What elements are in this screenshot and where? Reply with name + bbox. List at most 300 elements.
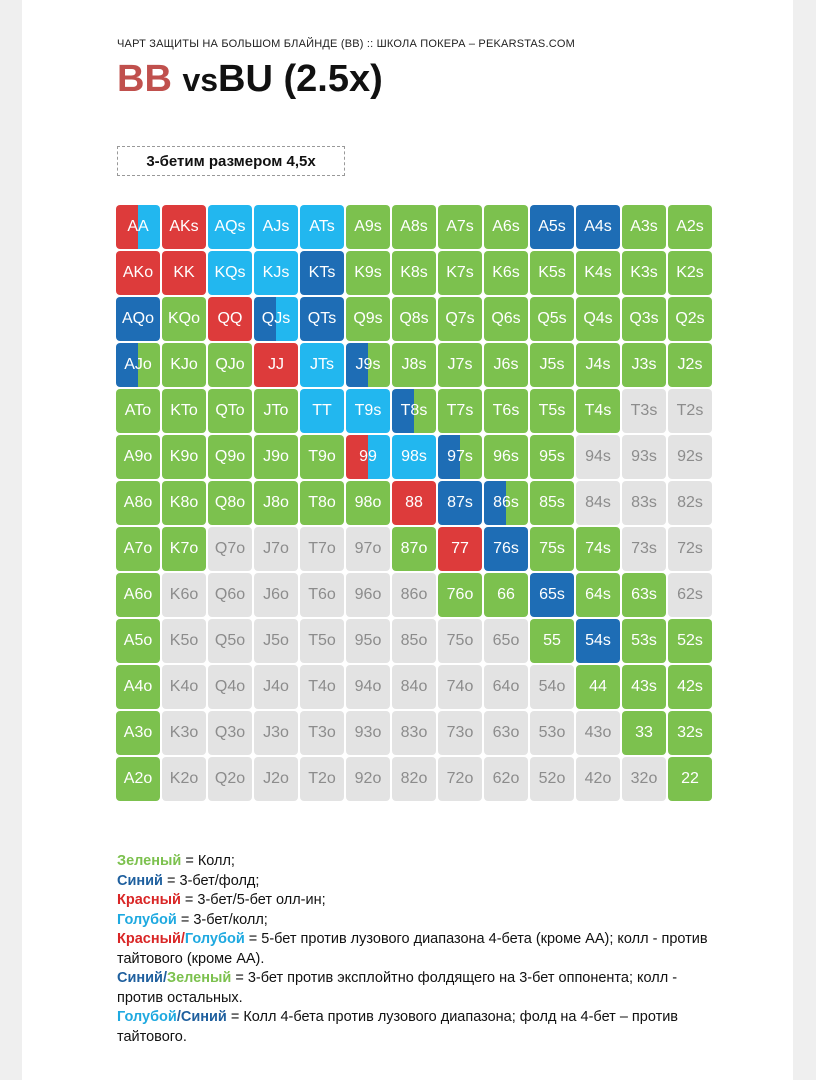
hand-cell (162, 205, 206, 249)
hand-label: 52o (538, 770, 566, 787)
hand-cell (300, 619, 344, 663)
hand-cell (300, 481, 344, 525)
hand-label: A6s (492, 218, 520, 235)
hand-cell (116, 435, 160, 479)
hand-label: 87s (447, 494, 473, 511)
hand-label: 97s (447, 448, 473, 465)
hand-cell (622, 435, 666, 479)
hand-cell (438, 389, 482, 433)
legend-red-cyan: Красный/Голубой = 5-бет против лузового диапазона 4-бета (кроме АА); колл - против тайтового (кроме АА). (117, 931, 708, 967)
hand-label: K6s (492, 264, 520, 281)
hand-label: 99 (359, 448, 377, 465)
hand-label: Q8o (214, 494, 246, 511)
hand-cell (484, 343, 528, 387)
hand-cell (484, 435, 528, 479)
hand-label: T3o (308, 724, 336, 741)
hand-label: 65s (539, 586, 565, 603)
hand-label: T5s (538, 402, 566, 419)
hand-label: ATs (309, 218, 335, 235)
hand-label: JJ (268, 356, 284, 373)
hand-label: 76o (446, 586, 474, 603)
hand-cell (484, 711, 528, 755)
hand-label: A7s (446, 218, 474, 235)
hand-cell (622, 297, 666, 341)
hand-cell (438, 297, 482, 341)
hand-label: 22 (681, 770, 699, 787)
hand-label: 75o (446, 632, 474, 649)
hand-cell (576, 297, 620, 341)
hand-cell (254, 527, 298, 571)
hand-cell (346, 389, 390, 433)
hand-label: 44 (589, 678, 607, 695)
hand-label: QTo (215, 402, 245, 419)
hand-cell (668, 481, 712, 525)
hand-cell (208, 435, 252, 479)
hand-cell (392, 619, 436, 663)
hand-cell (162, 481, 206, 525)
hand-label: Q8s (399, 310, 429, 327)
hand-label: T7o (308, 540, 336, 557)
hand-label: A4o (123, 678, 153, 695)
hand-cell (622, 665, 666, 709)
hand-label: T6s (492, 402, 520, 419)
hand-cell (254, 711, 298, 755)
hand-label: J2s (677, 356, 703, 373)
hand-label: T9s (354, 402, 382, 419)
hand-cell (116, 757, 160, 801)
hand-cell (576, 573, 620, 617)
hand-cell (208, 205, 252, 249)
hand-label: K5o (169, 632, 199, 649)
hand-label: 74o (446, 678, 474, 695)
hand-cell (438, 251, 482, 295)
hand-label: K8o (169, 494, 199, 511)
hand-cell (668, 343, 712, 387)
hand-cell (530, 573, 574, 617)
hand-label: J7o (263, 540, 289, 557)
hand-label: KK (173, 264, 195, 281)
hand-cell (254, 619, 298, 663)
page-title (117, 58, 383, 101)
hand-label: 53s (631, 632, 657, 649)
hand-cell (116, 619, 160, 663)
hand-label: 93o (354, 724, 382, 741)
hand-cell (576, 205, 620, 249)
title-bb: BB (117, 58, 172, 100)
hand-label: 43s (631, 678, 657, 695)
hand-cell (622, 757, 666, 801)
hand-cell (576, 251, 620, 295)
hand-cell (668, 251, 712, 295)
hand-label: T2o (308, 770, 336, 787)
hand-label: AQs (214, 218, 246, 235)
hand-label: A6o (123, 586, 153, 603)
hand-label: Q9s (353, 310, 383, 327)
hand-cell (484, 205, 528, 249)
hand-label: 33 (635, 724, 653, 741)
hand-label: 96o (354, 586, 382, 603)
hand-label: 55 (543, 632, 561, 649)
hand-label: K7s (446, 264, 474, 281)
hand-cell (346, 573, 390, 617)
hand-label: Q7o (214, 540, 246, 557)
hand-label: AKo (122, 264, 154, 281)
hand-label: 82s (677, 494, 703, 511)
hand-cell (346, 251, 390, 295)
hand-label: K6o (169, 586, 199, 603)
hand-label: T8o (308, 494, 336, 511)
hand-label: Q5o (214, 632, 246, 649)
hand-label: 97o (354, 540, 382, 557)
hand-label: 95o (354, 632, 382, 649)
hand-cell (392, 757, 436, 801)
hand-cell (162, 343, 206, 387)
hand-cell (254, 251, 298, 295)
hand-label: A2s (676, 218, 704, 235)
hand-cell (484, 619, 528, 663)
hand-label: T8s (400, 402, 428, 419)
hand-cell (576, 481, 620, 525)
hand-label: 85o (400, 632, 428, 649)
hand-label: QJo (215, 356, 245, 373)
hand-cell (300, 205, 344, 249)
hand-label: 42o (584, 770, 612, 787)
hand-cell (622, 389, 666, 433)
document-page (22, 0, 793, 1080)
hand-label: JTo (263, 402, 289, 419)
hand-cell (116, 343, 160, 387)
hand-cell (438, 711, 482, 755)
hand-cell (300, 389, 344, 433)
hand-cell (300, 435, 344, 479)
hand-label: J9s (355, 356, 381, 373)
hand-label: J8s (401, 356, 427, 373)
hand-cell (668, 389, 712, 433)
hand-label: K4o (169, 678, 199, 695)
hand-cell (530, 757, 574, 801)
hand-cell (530, 251, 574, 295)
hand-label: A4s (584, 218, 612, 235)
hand-cell (530, 711, 574, 755)
hand-label: 86o (400, 586, 428, 603)
hand-cell (668, 757, 712, 801)
hand-cell (346, 435, 390, 479)
legend-red: Красный = 3-бет/5-бет олл-ин; (117, 892, 326, 908)
hand-label: 42s (677, 678, 703, 695)
hand-cell (116, 481, 160, 525)
hand-label: 96s (493, 448, 519, 465)
hand-label: A2o (123, 770, 153, 787)
hand-label: QQ (217, 310, 243, 327)
hand-label: T6o (308, 586, 336, 603)
hand-label: Q4s (583, 310, 613, 327)
hand-cell (208, 343, 252, 387)
hand-label: Q3o (214, 724, 246, 741)
hand-cell (162, 435, 206, 479)
hand-label: KTo (170, 402, 198, 419)
hand-label: T7s (446, 402, 474, 419)
hand-cell (208, 251, 252, 295)
title-vs: vs (182, 62, 219, 98)
hand-cell (162, 711, 206, 755)
hand-cell (392, 343, 436, 387)
hand-label: AA (127, 218, 149, 235)
hand-cell (622, 481, 666, 525)
hand-label: 76s (493, 540, 519, 557)
hand-cell (208, 757, 252, 801)
hand-cell (530, 481, 574, 525)
hand-cell (254, 435, 298, 479)
hand-label: 32s (677, 724, 703, 741)
hand-cell (162, 619, 206, 663)
hand-label: 98s (401, 448, 427, 465)
hand-cell (438, 665, 482, 709)
hand-label: AQo (121, 310, 154, 327)
hand-label: KTs (308, 264, 336, 281)
hand-label: 84o (400, 678, 428, 695)
hand-label: 62s (677, 586, 703, 603)
hand-cell (438, 343, 482, 387)
hand-cell (668, 527, 712, 571)
hand-cell (346, 205, 390, 249)
hand-cell (530, 389, 574, 433)
hand-cell (622, 251, 666, 295)
hand-cell (622, 527, 666, 571)
hand-label: K3s (630, 264, 658, 281)
hand-cell (300, 665, 344, 709)
hand-cell (162, 573, 206, 617)
hand-label: K9s (354, 264, 382, 281)
hand-label: 84s (585, 494, 611, 511)
hand-label: QTs (307, 310, 337, 327)
hand-cell (576, 665, 620, 709)
hand-label: J4o (263, 678, 289, 695)
hand-cell (208, 711, 252, 755)
hand-label: A3o (123, 724, 153, 741)
hand-label: Q3s (629, 310, 659, 327)
hand-label: 82o (400, 770, 428, 787)
hand-cell (116, 527, 160, 571)
hand-cell (392, 711, 436, 755)
hand-cell (300, 297, 344, 341)
hand-cell (392, 297, 436, 341)
hand-label: T9o (308, 448, 336, 465)
hand-cell (484, 573, 528, 617)
hand-label: KQs (214, 264, 246, 281)
hand-cell (300, 711, 344, 755)
hand-cell (392, 389, 436, 433)
hand-cell (622, 619, 666, 663)
hand-cell (668, 619, 712, 663)
hand-cell (438, 527, 482, 571)
hand-label: K8s (400, 264, 428, 281)
hand-label: T2s (676, 402, 704, 419)
chart-subtitle: ЧАРТ ЗАЩИТЫ НА БОЛЬШОМ БЛАЙНДЕ (BB) :: ШКОЛА ПОКЕРА – PEKARSTAS.COM (117, 38, 575, 50)
hand-cell (576, 527, 620, 571)
hand-cell (484, 527, 528, 571)
hand-cell (438, 481, 482, 525)
hand-cell (484, 297, 528, 341)
hand-label: Q4o (214, 678, 246, 695)
hand-cell (300, 757, 344, 801)
hand-cell (530, 527, 574, 571)
hand-cell (300, 527, 344, 571)
hand-cell (116, 251, 160, 295)
legend-blue: Синий = 3-бет/фолд; (117, 872, 260, 889)
hand-label: 66 (497, 586, 515, 603)
hand-label: A9o (123, 448, 153, 465)
hand-cell (254, 757, 298, 801)
hand-cell (438, 619, 482, 663)
hand-label: 77 (451, 540, 469, 557)
hand-label: A8o (123, 494, 153, 511)
hand-cell (576, 757, 620, 801)
hand-cell (576, 619, 620, 663)
hand-label: 62o (492, 770, 520, 787)
hand-cell (254, 205, 298, 249)
hand-cell (346, 343, 390, 387)
hand-label: Q9o (214, 448, 246, 465)
hand-label: J3s (631, 356, 657, 373)
hand-cell (668, 711, 712, 755)
hand-label: 73o (446, 724, 474, 741)
legend-green: Зеленый = Колл; (117, 853, 235, 869)
hand-label: Q2s (675, 310, 705, 327)
hand-label: 94s (585, 448, 611, 465)
hand-cell (484, 251, 528, 295)
hand-label: 63s (631, 586, 657, 603)
hand-cell (346, 481, 390, 525)
hand-cell (392, 435, 436, 479)
hand-cell (254, 343, 298, 387)
hand-label: J6s (493, 356, 519, 373)
title-rest: BU (2.5x) (218, 58, 383, 100)
hand-label: J4s (585, 356, 611, 373)
hand-cell (392, 251, 436, 295)
hand-cell (576, 389, 620, 433)
hand-label: K2s (676, 264, 704, 281)
hand-label: KQo (167, 310, 200, 327)
hand-label: K4s (584, 264, 612, 281)
hand-label: 92s (677, 448, 703, 465)
legend-blue-green: Синий/Зеленый = 3-бет против эксплойтно фолдящего на 3-бет оппонента; колл - против остальных. (117, 970, 678, 1006)
hand-label: 98o (354, 494, 382, 511)
hand-cell (576, 435, 620, 479)
hand-label: 92o (354, 770, 382, 787)
hand-label: A8s (400, 218, 428, 235)
hand-cell (392, 665, 436, 709)
hand-label: 86s (493, 494, 519, 511)
hand-cell (530, 297, 574, 341)
hand-cell (392, 205, 436, 249)
hand-label: K3o (169, 724, 199, 741)
hand-cell (392, 527, 436, 571)
hand-label: T5o (308, 632, 336, 649)
hand-label: Q5s (537, 310, 567, 327)
hand-label: 83o (400, 724, 428, 741)
hand-cell (530, 435, 574, 479)
hand-label: Q6o (214, 586, 246, 603)
hand-cell (622, 711, 666, 755)
hand-cell (162, 251, 206, 295)
hand-cell (622, 205, 666, 249)
hand-cell (208, 297, 252, 341)
hand-label: 72s (677, 540, 703, 557)
hand-cell (668, 297, 712, 341)
hand-label: TT (312, 402, 332, 419)
hand-label: Q6s (491, 310, 521, 327)
hand-cell (622, 343, 666, 387)
hand-label: 95s (539, 448, 565, 465)
hand-cell (392, 573, 436, 617)
hand-cell (530, 205, 574, 249)
legend (117, 852, 727, 1047)
hand-label: AJs (262, 218, 290, 235)
hand-cell (162, 297, 206, 341)
hand-cell (208, 481, 252, 525)
hand-cell (346, 619, 390, 663)
hand-label: 87o (400, 540, 428, 557)
hand-cell (116, 665, 160, 709)
hand-label: 63o (492, 724, 520, 741)
hand-label: Q2o (214, 770, 246, 787)
hand-label: 73s (631, 540, 657, 557)
hand-cell (254, 389, 298, 433)
legend-cyan: Голубой = 3-бет/колл; (117, 911, 268, 928)
hand-label: 52s (677, 632, 703, 649)
hand-label: K9o (169, 448, 199, 465)
legend-cyan-blue: Голубой/Синий = Колл 4-бета против лузового диапазона; фолд на 4-бет – против тайтового. (117, 1009, 679, 1045)
hand-cell (254, 665, 298, 709)
hand-cell (162, 665, 206, 709)
hand-label: AKs (169, 218, 199, 235)
hand-cell (162, 757, 206, 801)
hand-label: A3s (630, 218, 658, 235)
hand-label: J8o (263, 494, 289, 511)
hand-label: KJs (262, 264, 290, 281)
hand-cell (530, 665, 574, 709)
hand-cell (208, 527, 252, 571)
hand-label: A9s (354, 218, 382, 235)
hand-cell (300, 573, 344, 617)
hand-label: 93s (631, 448, 657, 465)
hand-cell (208, 619, 252, 663)
hand-cell (530, 619, 574, 663)
hand-label: A7o (123, 540, 153, 557)
hand-cell (208, 389, 252, 433)
hand-label: 72o (446, 770, 474, 787)
hand-label: J2o (263, 770, 289, 787)
hand-cell (438, 205, 482, 249)
hand-label: AJo (124, 356, 152, 373)
hand-cell (208, 573, 252, 617)
hand-cell (668, 205, 712, 249)
hand-label: A5o (123, 632, 153, 649)
hand-label: 54o (538, 678, 566, 695)
hand-cell (346, 297, 390, 341)
hand-label: T3s (630, 402, 658, 419)
hand-label: J5s (539, 356, 565, 373)
hand-label: A5s (538, 218, 566, 235)
hand-cell (346, 711, 390, 755)
hand-label: 94o (354, 678, 382, 695)
hand-label: K7o (169, 540, 199, 557)
hand-label: QJs (261, 310, 291, 327)
hand-label: 85s (539, 494, 565, 511)
hand-label: Q7s (445, 310, 475, 327)
hand-cell (484, 757, 528, 801)
hand-label: J6o (263, 586, 289, 603)
